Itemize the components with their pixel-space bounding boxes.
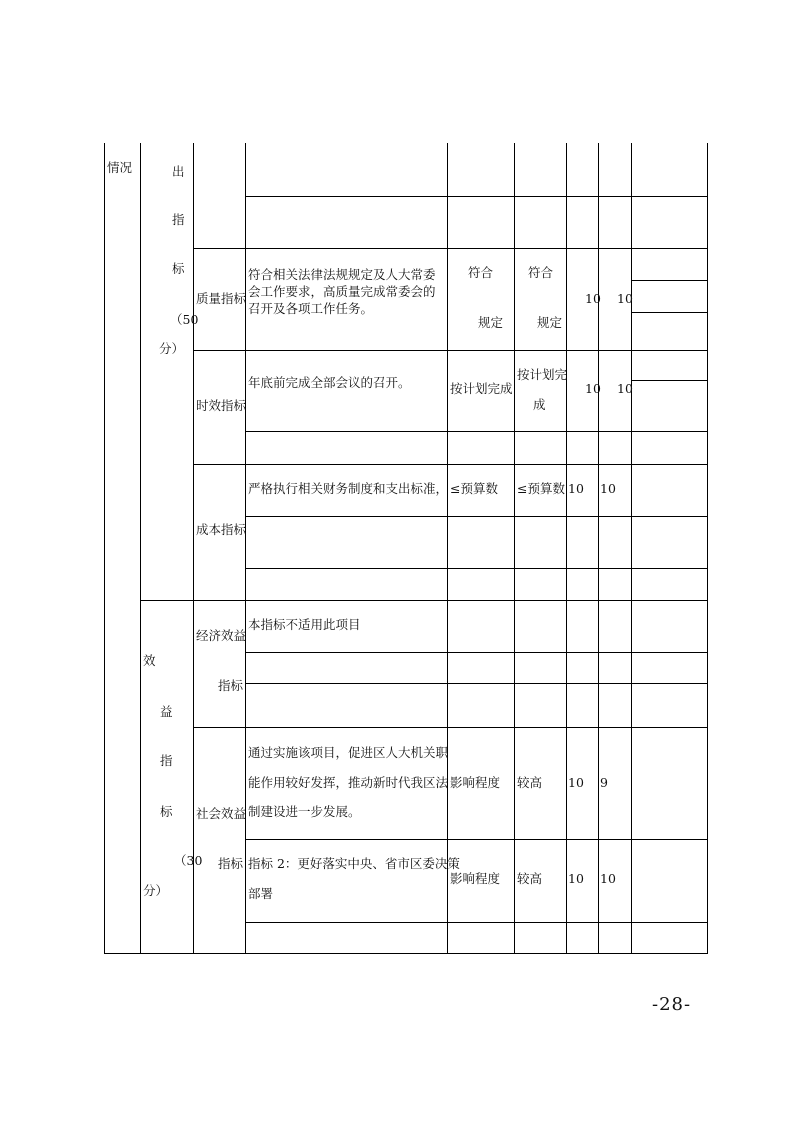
table-line-v3 [245, 143, 246, 954]
quality-target-line-1: 符合 [468, 265, 494, 280]
quality-weight: 10 [585, 291, 601, 306]
social-row1-content-line-2: 能作用较好发挥，推动新时代我区法 [248, 775, 449, 790]
quality-actual-line-2: 规定 [537, 315, 563, 330]
row-line [245, 922, 708, 923]
table-line-v7 [598, 143, 599, 954]
economic-benefit-content: 本指标不适用此项目 [248, 617, 361, 632]
social-row2-target: 影响程度 [450, 871, 501, 886]
timeliness-score: 10 [617, 381, 633, 396]
table-border-left [104, 143, 105, 954]
row-line [245, 652, 708, 653]
table-line-v2 [193, 143, 194, 954]
row-line [193, 248, 708, 249]
social-row2-weight: 10 [568, 871, 584, 886]
row-line [245, 568, 708, 569]
timeliness-weight: 10 [585, 381, 601, 396]
social-row1-score: 9 [600, 775, 608, 790]
table-line-v6 [566, 143, 567, 954]
row-line [631, 312, 708, 313]
output-indicator-label-1: 出 [172, 164, 185, 179]
timeliness-actual-line-1: 按计划完 [517, 367, 568, 382]
economic-benefit-name-line-1: 经济效益 [196, 628, 247, 643]
cost-score: 10 [600, 481, 616, 496]
economic-benefit-name-line-2: 指标 [218, 678, 244, 693]
row-line [245, 683, 708, 684]
social-row1-actual: 较高 [517, 775, 543, 790]
row-line [245, 516, 708, 517]
table-border-bottom [104, 953, 708, 954]
social-row1-content-line-3: 制建设进一步发展。 [248, 804, 361, 819]
timeliness-actual-line-2: 成 [533, 397, 546, 412]
timeliness-indicator-content: 年底前完成全部会议的召开。 [248, 375, 411, 390]
row-line [245, 196, 708, 197]
social-benefit-name-line-2: 指标 [218, 856, 244, 871]
row-line [631, 280, 708, 281]
row-line [140, 600, 708, 601]
social-row1-content-line-1: 通过实施该项目，促进区人大机关职 [248, 745, 449, 760]
cost-indicator-content: 严格执行相关财务制度和支出标准， [248, 481, 449, 496]
social-row2-score: 10 [600, 871, 616, 886]
social-row1-target: 影响程度 [450, 775, 501, 790]
timeliness-target: 按计划完成 [450, 381, 513, 396]
page-number: -28- [652, 994, 692, 1015]
benefit-indicator-label-4: 标 [160, 804, 173, 819]
quality-indicator-content: 符合相关法律法规规定及人大常委会工作要求，高质量完成常委会的召开及各项工作任务。 [248, 267, 436, 316]
output-indicator-label-4: （50 [170, 312, 199, 327]
table-line-v8 [631, 143, 632, 954]
social-row1-weight: 10 [568, 775, 584, 790]
timeliness-indicator-name: 时效指标 [196, 398, 247, 413]
quality-target-line-2: 规定 [478, 315, 504, 330]
row-line [631, 380, 708, 381]
cost-target: ≤预算数 [450, 481, 498, 496]
benefit-indicator-label-2: 益 [160, 704, 173, 719]
output-indicator-label-5: 分） [159, 341, 185, 356]
cost-actual: ≤预算数 [517, 481, 565, 496]
output-indicator-label-2: 指 [172, 212, 185, 227]
table-border-right [707, 143, 708, 954]
benefit-indicator-label-5: （30 [174, 853, 203, 868]
social-row2-actual: 较高 [517, 871, 543, 886]
output-indicator-label-3: 标 [172, 261, 185, 276]
benefit-indicator-label-3: 指 [160, 753, 173, 768]
benefit-indicator-label-6: 分） [143, 883, 169, 898]
row-line [193, 464, 708, 465]
social-benefit-name-line-1: 社会效益 [196, 806, 247, 821]
table-line-v1 [140, 143, 141, 954]
table-line-v4 [447, 143, 448, 954]
row-line [193, 350, 708, 351]
row-line [245, 431, 708, 432]
social-row2-content-line-1: 指标 2：更好落实中央、省市区委决策 [248, 856, 460, 871]
quality-actual-line-1: 符合 [528, 265, 554, 280]
table-line-v5 [514, 143, 515, 954]
situation-label: 情况 [107, 160, 133, 175]
cost-weight: 10 [568, 481, 584, 496]
quality-indicator-name: 质量指标 [196, 291, 247, 306]
social-row2-content-line-2: 部署 [248, 886, 274, 901]
quality-score: 10 [617, 291, 633, 306]
row-line [193, 727, 708, 728]
cost-indicator-name: 成本指标 [196, 522, 247, 537]
row-line [245, 839, 708, 840]
benefit-indicator-label-1: 效 [143, 653, 156, 668]
